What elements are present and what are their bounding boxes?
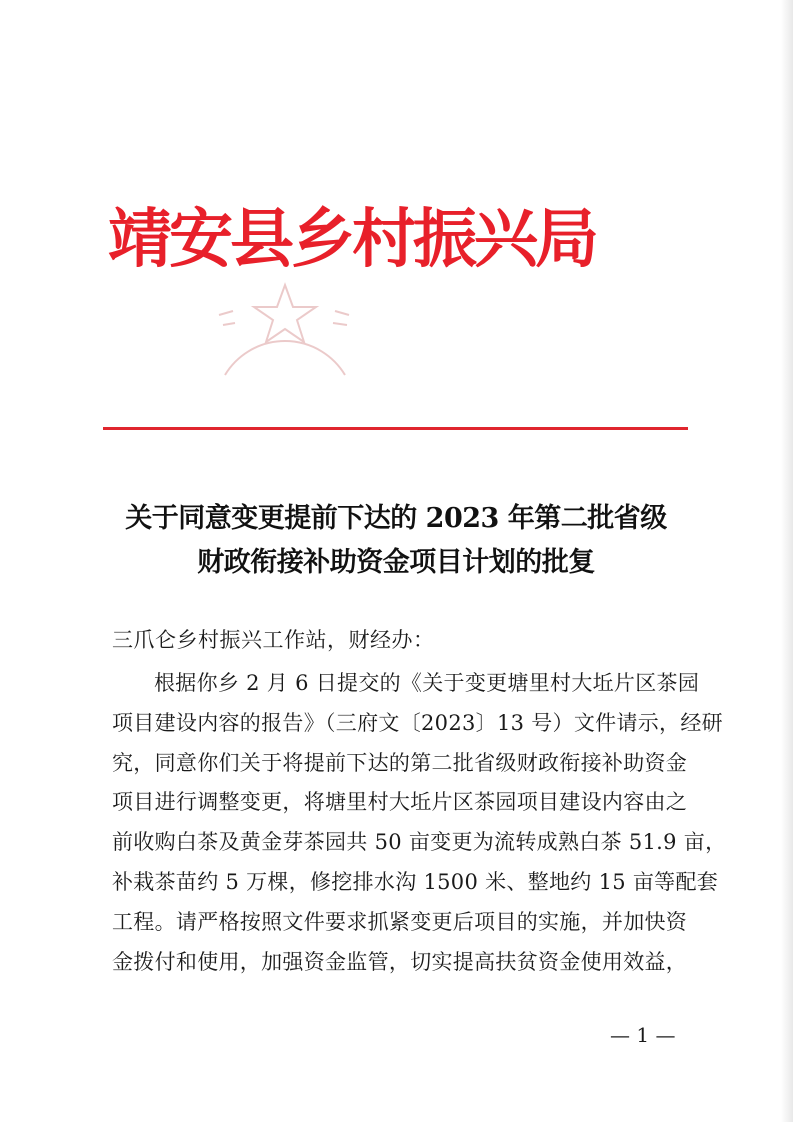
body-line: 根据你乡 2 月 6 日提交的《关于变更塘里村大坵片区茶园 <box>154 671 700 695</box>
body-line: 工程。请严格按照文件要求抓紧变更后项目的实施，并加快资 <box>112 909 688 934</box>
red-separator-line <box>103 427 688 430</box>
document-title-line-1: 关于同意变更提前下达的 2023 年第二批省级 <box>125 503 667 534</box>
body-line: 金拨付和使用，加强资金监管，切实提高扶贫资金使用效益， <box>112 949 688 974</box>
body-line: 项目建设内容的报告》（三府文〔2023〕13 号）文件请示，经研 <box>112 710 723 735</box>
faint-seal-stamp <box>205 255 365 385</box>
document-title <box>90 497 702 585</box>
salutation: 三爪仑乡村振兴工作站，财经办： <box>112 628 435 652</box>
page-edge-shadow <box>781 0 793 1122</box>
body-line: 究，同意你们关于将提前下达的第二批省级财政衔接补助资金 <box>112 750 688 775</box>
page-number: — 1 — <box>610 1023 676 1047</box>
body-paragraph <box>112 664 727 982</box>
body-line: 项目进行调整变更，将塘里村大坵片区茶园项目建设内容由之 <box>112 790 688 815</box>
document-title-line-2: 财政衔接补助资金项目计划的批复 <box>197 547 595 578</box>
body-line: 补栽茶苗约 5 万棵，修挖排水沟 1500 米、整地约 15 亩等配套 <box>112 869 719 894</box>
body-line: 前收购白茶及黄金芽茶园共 50 亩变更为流转成熟白茶 51.9 亩， <box>112 830 727 855</box>
issuer-header: 靖安县乡村振兴局 <box>108 202 596 277</box>
